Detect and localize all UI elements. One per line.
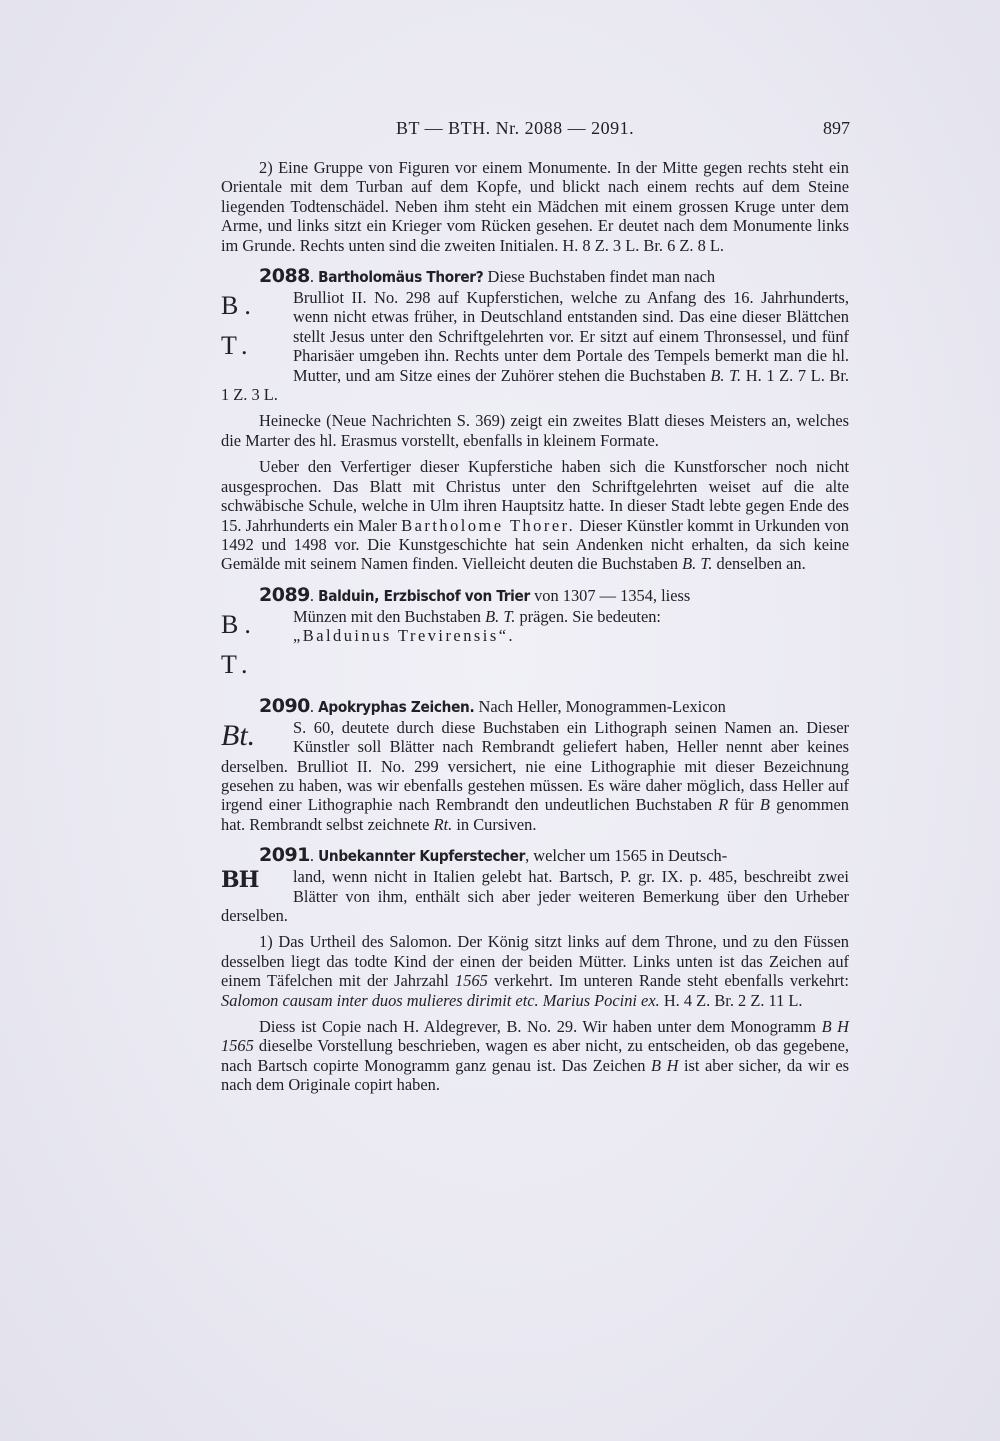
- entry-number: 2091: [259, 844, 310, 867]
- entry-first-line: von 1307 — 1354, liess: [534, 585, 691, 605]
- entry-text: prägen. Sie bedeuten:: [519, 606, 661, 626]
- entry-first-line: Nach Heller, Monogrammen-Lexicon: [478, 696, 726, 716]
- entry-text: land, wenn nicht in Italien gelebt hat. Bartsch, P. gr. IX. p. 485, beschreibt zwei Blätter von ihm, enthält sich aber jeder weiteren Bemerkung über den Urheber derselben.: [221, 867, 849, 925]
- italic-initials: B. T.: [710, 365, 742, 385]
- entry-heading: 2088. Bartholomäus Thorer? Diese Buchstaben findet man nach: [259, 265, 716, 288]
- spaced-name: Bartholome Thorer.: [401, 515, 576, 535]
- entry-text: genommen hat. Rembrandt selbst zeichnete: [221, 795, 849, 834]
- entry-name: Bartholomäus Thorer?: [318, 268, 484, 287]
- paragraph: Heinecke (Neue Nachrichten S. 369) zeigt ein zweites Blatt dieses Meisters an, welches die Marter des hl. Erasmus vorstellt, ebenfalls in kleinem Formate.: [221, 411, 849, 450]
- entry-2090: [221, 695, 849, 834]
- italic-letter: Rt.: [433, 814, 453, 834]
- paragraph-text: Diess ist Copie nach H. Aldegrever, B. No. 29. Wir haben unter dem Monogramm: [259, 1017, 817, 1036]
- italic-monogram: B H: [651, 1055, 679, 1075]
- entry-text: für: [734, 795, 754, 815]
- dimensions: H. 4 Z. Br. 2 Z. 11 L.: [663, 990, 803, 1010]
- paragraph-text: 1) Das Urtheil des Salomon. Der König sitzt links auf dem Throne, und zu den Füssen desselben liegt das todte Kind der einen der beiden Mütter. Links unten ist das Zeichen auf einem Täfelchen mit der Jahrzahl: [221, 932, 849, 991]
- italic-letter: B: [759, 795, 770, 815]
- monogram: B. T.: [221, 609, 257, 679]
- entry-first-line: , welcher um 1565 in Deutsch-: [525, 846, 728, 866]
- entry-body: [221, 607, 849, 685]
- paragraph-text: verkehrt. Im unteren Rande steht ebenfalls verkehrt:: [494, 971, 849, 991]
- entry-name: Balduin, Erzbischof von Trier: [318, 586, 530, 605]
- italic-inscription: Salomon causam inter duos mulieres dirimit etc. Marius Pocini ex.: [221, 990, 660, 1010]
- dimensions: H. 1 Z. 7 L. Br. 1 Z. 3 L.: [221, 365, 849, 405]
- spaced-quote: „Balduinus Trevirensis“.: [293, 626, 516, 646]
- paragraph-text: dieselbe Vorstellung beschrieben, wagen es aber nicht, zu entscheiden, ob das gegebene, nach Bartsch copirte Monogramm ganz genau ist. Das Zeichen: [221, 1036, 849, 1075]
- entry-number: 2089: [259, 583, 310, 606]
- entry-heading: 2090. Apokryphas Zeichen. Nach Heller, Monogrammen-Lexicon: [259, 694, 726, 717]
- entry-2088: [221, 265, 849, 574]
- entry-number: 2088: [259, 265, 310, 288]
- paragraph: [221, 457, 849, 573]
- entry-body: [221, 718, 849, 834]
- entry-name: Apokryphas Zeichen.: [318, 697, 475, 716]
- paragraph-text: denselben an.: [716, 554, 806, 574]
- entry-name: Unbekannter Kupferstecher: [318, 847, 526, 866]
- monogram: BH: [221, 867, 259, 894]
- paragraph: [221, 932, 849, 1010]
- italic-monogram: B H 1565: [221, 1017, 849, 1056]
- entry-heading: 2089. Balduin, Erzbischof von Trier von 1307 — 1354, liess: [259, 583, 691, 606]
- entry-text: in Cursiven.: [456, 814, 537, 834]
- italic-letter: R: [718, 795, 729, 815]
- entry-text: Brulliot II. No. 298 auf Kupferstichen, welche zu Anfang des 16. Jahrhunderts, wenn nicht etwas früher, in Deutschland entstanden sind. Das eine dieser Blättchen stellt Jesus unter den Schriftgelehrten vor. Er sitzt auf einem Thronsessel, und fünf Pharisäer umgeben ihn. Rechts unter dem Portale des Tempels bemerkt man die hl. Mutter, und am Sitze eines der Zuhörer stehen die Buchstaben: [293, 288, 849, 385]
- monogram: Bt.: [221, 718, 256, 752]
- entry-first-line: Diese Buchstaben findet man nach: [487, 267, 716, 287]
- italic-initials: B. T.: [485, 606, 516, 626]
- entry-body: [221, 867, 849, 925]
- italic-initials: B. T.: [682, 554, 713, 574]
- text-column: [221, 158, 849, 1095]
- monogram: B. T.: [221, 291, 257, 361]
- paragraph-text: Dieser Künstler kommt in Urkunden von 1492 und 1498 vor. Die Kunstgeschichte hat sein Andenken nicht erhalten, da sich keine Gemälde mit seinem Namen finden. Vielleicht deuten die Buchstaben: [221, 515, 849, 574]
- entry-heading: 2091. Unbekannter Kupferstecher, welcher um 1565 in Deutsch-: [259, 844, 728, 867]
- page-header: [218, 118, 850, 142]
- entry-body: [221, 288, 849, 404]
- page-number: 897: [823, 118, 850, 138]
- paragraph: [221, 1017, 849, 1095]
- entry-2089: [221, 584, 849, 685]
- running-head: BT — BTH. Nr. 2088 — 2091.: [396, 118, 635, 138]
- italic-year: 1565: [455, 971, 488, 991]
- intro-paragraph: 2) Eine Gruppe von Figuren vor einem Monumente. In der Mitte gegen rechts steht ein Orientale mit dem Turban auf dem Kopfe, und blickt nach einem rechts auf dem Steine liegenden Todtenschädel. Neben ihm steht ein Mädchen mit einem grossen Kruge unter dem Arme, und links sitzt ein Krieger vom Rücken gesehen. Er deutet nach dem Monumente links im Grunde. Rechts unten sind die zweiten Initialen. H. 8 Z. 3 L. Br. 6 Z. 8 L.: [221, 158, 849, 255]
- entry-2091: [221, 844, 849, 1094]
- entry-text: S. 60, deutete durch diese Buchstaben ein Lithograph seinen Namen an. Dieser Künstler soll Blätter nach Rembrandt geliefert haben, Heller nennt aber keines derselben. Brulliot II. No. 299 versichert, nie eine Lithographie mit dieser Bezeichnung gesehen zu haben, was wir ebenfalls gestehen müssen. Es wäre daher möglich, dass Heller auf irgend einer Lithographie nach Rembrandt den undeutlichen Buchstaben: [221, 717, 849, 815]
- paragraph-text: ist aber sicher, da wir es nach dem Originale copirt haben.: [221, 1055, 849, 1095]
- paragraph-text: Ueber den Verfertiger dieser Kupferstiche haben sich die Kunstforscher noch nicht ausgesprochen. Das Blatt mit Christus unter den Schriftgelehrten weiset auf die alte schwäbische Schule, welche in Ulm ihren Hauptsitz hatte. In dieser Stadt lebte gegen Ende des 15. Jahrhunderts ein Maler: [221, 457, 849, 535]
- entry-text: Münzen mit den Buchstaben: [293, 606, 481, 626]
- entry-number: 2090: [259, 694, 310, 717]
